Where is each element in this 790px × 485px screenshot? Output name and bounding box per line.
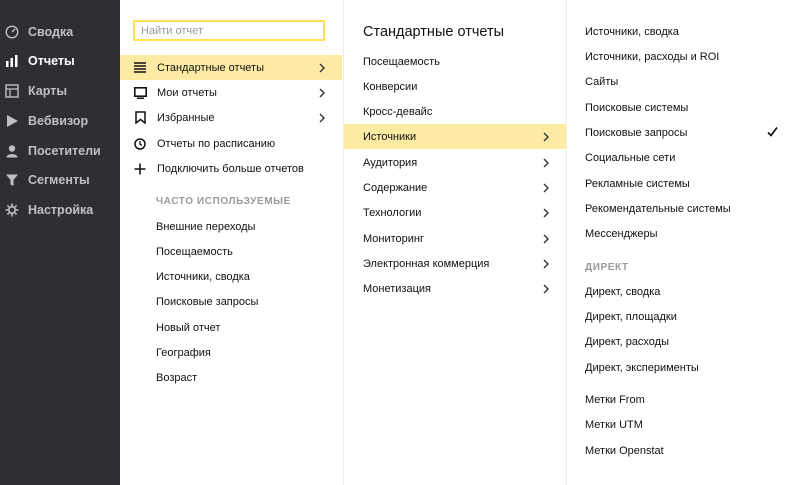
source-report-label: Сайты <box>585 75 619 88</box>
report-item-label: Технологии <box>363 206 422 219</box>
direct-report-item[interactable] <box>567 304 790 329</box>
map-icon <box>5 84 19 98</box>
report-item-audience[interactable] <box>344 150 566 175</box>
source-report-label: Поисковые системы <box>585 101 689 114</box>
standard-reports-menu <box>343 0 566 485</box>
frequent-item[interactable] <box>120 289 342 314</box>
bar-chart-icon <box>5 54 19 68</box>
source-report-label: Источники, расходы и ROI <box>585 50 720 63</box>
reports-menu <box>120 0 342 485</box>
report-item-technologies[interactable] <box>344 200 566 225</box>
report-item-monitoring[interactable] <box>344 226 566 251</box>
source-report-label: Источники, сводка <box>585 25 679 38</box>
report-item-label: Конверсии <box>363 80 418 93</box>
chevron-right-icon <box>541 258 551 270</box>
nav-label: Сводка <box>28 25 74 39</box>
bookmark-icon <box>133 111 147 125</box>
menu-item-scheduled-reports[interactable] <box>120 131 342 156</box>
frequent-item[interactable] <box>120 365 342 390</box>
report-item-conversions[interactable] <box>344 74 566 99</box>
nav-item-segments[interactable] <box>0 165 120 195</box>
source-report-label: Рекомендательные системы <box>585 202 731 215</box>
clock-icon <box>133 137 147 151</box>
nav-label: Вебвизор <box>28 114 89 128</box>
chevron-right-icon <box>541 233 551 245</box>
menu-item-label: Отчеты по расписанию <box>157 137 276 150</box>
direct-report-item[interactable] <box>567 329 790 354</box>
report-item-attendance[interactable] <box>344 49 566 74</box>
menu-item-label: Мои отчеты <box>157 86 217 99</box>
chevron-right-icon <box>541 283 551 295</box>
monitor-icon <box>133 86 147 100</box>
play-icon <box>5 114 19 128</box>
gear-icon <box>5 203 19 217</box>
nav-item-webvisor[interactable] <box>0 106 120 136</box>
tags-report-label: Метки Openstat <box>585 444 664 457</box>
frequent-item-label: Поисковые запросы <box>156 295 259 308</box>
nav-label: Настройка <box>28 203 94 217</box>
menu-item-connect-more[interactable] <box>120 156 342 181</box>
tags-report-item[interactable] <box>567 438 790 463</box>
frequent-item-label: География <box>156 346 211 359</box>
direct-report-label: Директ, сводка <box>585 285 661 298</box>
chevron-right-icon <box>317 112 327 124</box>
report-item-label: Кросс-девайс <box>363 105 433 118</box>
chevron-right-icon <box>317 62 327 74</box>
source-report-label: Поисковые запросы <box>585 126 688 139</box>
person-icon <box>5 144 19 158</box>
filter-icon <box>5 173 19 187</box>
frequent-item-label: Новый отчет <box>156 321 221 334</box>
report-item-ecommerce[interactable] <box>344 251 566 276</box>
chevron-right-icon <box>541 182 551 194</box>
direct-report-item[interactable] <box>567 355 790 380</box>
source-report-item[interactable] <box>567 221 790 246</box>
chevron-right-icon <box>541 207 551 219</box>
nav-label: Посетители <box>28 144 101 158</box>
dashboard-icon <box>5 25 19 39</box>
report-search-input[interactable] <box>133 20 325 41</box>
report-item-label: Посещаемость <box>363 55 440 68</box>
report-item-label: Монетизация <box>363 282 431 295</box>
sources-menu <box>566 0 790 485</box>
report-item-label: Электронная коммерция <box>363 257 490 270</box>
source-report-item[interactable] <box>567 145 790 170</box>
frequent-item-label: Посещаемость <box>156 245 233 258</box>
chevron-right-icon <box>317 87 327 99</box>
source-report-item[interactable] <box>567 19 790 44</box>
nav-item-visitors[interactable] <box>0 136 120 166</box>
menu-item-label: Стандартные отчеты <box>157 61 264 74</box>
direct-report-label: Директ, площадки <box>585 310 677 323</box>
direct-report-label: Директ, расходы <box>585 335 670 348</box>
column-title: Стандартные отчеты <box>363 24 505 40</box>
tags-report-item[interactable] <box>567 412 790 437</box>
chevron-right-icon <box>541 131 551 143</box>
frequent-item-label: Внешние переходы <box>156 220 256 233</box>
tags-report-label: Метки From <box>585 393 645 406</box>
report-item-label: Источники <box>363 130 417 143</box>
frequent-item-label: Источники, сводка <box>156 270 250 283</box>
checkmark-icon <box>767 126 778 138</box>
nav-label: Отчеты <box>28 54 75 68</box>
source-report-item[interactable] <box>567 95 790 120</box>
tags-report-item[interactable] <box>567 387 790 412</box>
direct-report-label: Директ, эксперименты <box>585 361 699 374</box>
frequent-item-label: Возраст <box>156 371 198 384</box>
report-item-label: Аудитория <box>363 156 418 169</box>
tags-report-label: Метки UTM <box>585 418 643 431</box>
source-report-item[interactable] <box>567 69 790 94</box>
report-item-content[interactable] <box>344 175 566 200</box>
report-item-sources[interactable] <box>344 124 566 149</box>
source-report-label: Социальные сети <box>585 151 676 164</box>
plus-icon <box>133 162 147 176</box>
nav-item-summary[interactable] <box>0 17 120 47</box>
frequent-header: ЧАСТО ИСПОЛЬЗУЕМЫЕ <box>156 196 291 207</box>
direct-report-item[interactable] <box>567 279 790 304</box>
menu-item-favorites[interactable] <box>120 105 342 130</box>
frequent-item[interactable] <box>120 264 342 289</box>
nav-label: Карты <box>28 84 68 98</box>
nav-label: Сегменты <box>28 173 90 187</box>
nav-item-maps[interactable] <box>0 76 120 106</box>
frequent-item[interactable] <box>120 315 342 340</box>
report-item-cross-device[interactable] <box>344 99 566 124</box>
direct-header: ДИРЕКТ <box>585 262 629 273</box>
menu-item-my-reports[interactable] <box>120 80 342 105</box>
report-item-label: Мониторинг <box>363 232 425 245</box>
nav-item-settings[interactable] <box>0 195 120 225</box>
source-report-label: Рекламные системы <box>585 177 690 190</box>
report-item-monetization[interactable] <box>344 276 566 301</box>
source-report-label: Мессенджеры <box>585 227 658 240</box>
chevron-right-icon <box>541 157 551 169</box>
main-nav <box>0 0 120 485</box>
frequent-item[interactable] <box>120 340 342 365</box>
menu-item-label: Подключить больше отчетов <box>157 162 304 175</box>
source-report-item[interactable] <box>567 44 790 69</box>
menu-item-label: Избранные <box>157 111 215 124</box>
list-icon <box>133 61 147 75</box>
source-report-item-search-queries[interactable] <box>567 120 790 145</box>
menu-item-standard-reports[interactable] <box>120 55 342 80</box>
frequent-item[interactable] <box>120 214 342 239</box>
frequent-item[interactable] <box>120 239 342 264</box>
report-item-label: Содержание <box>363 181 428 194</box>
source-report-item[interactable] <box>567 171 790 196</box>
source-report-item[interactable] <box>567 196 790 221</box>
nav-item-reports[interactable] <box>0 46 120 76</box>
